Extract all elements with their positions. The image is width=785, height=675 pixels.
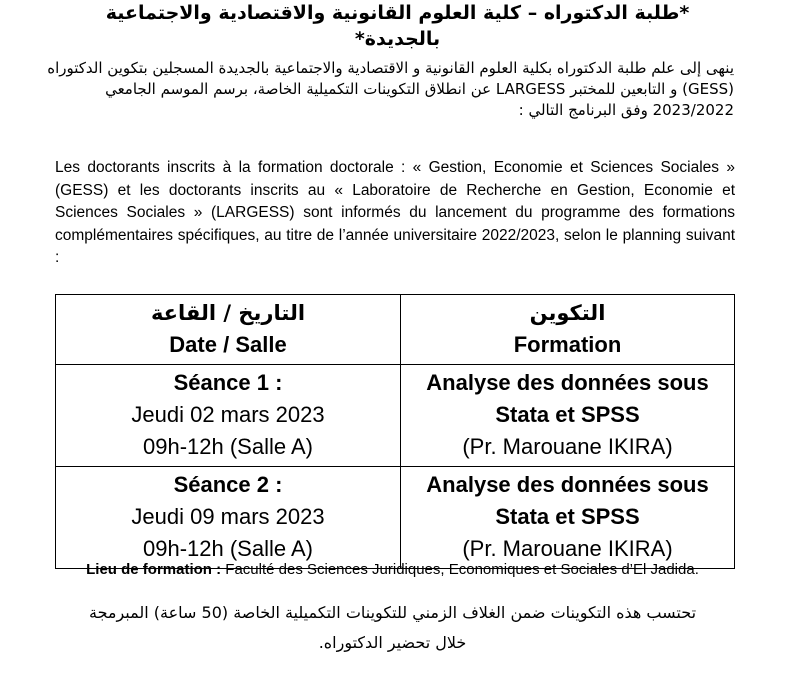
session-1-date: Jeudi 02 mars 2023	[131, 402, 325, 427]
session-1-time: 09h-12h (Salle A)	[143, 434, 313, 459]
training-location-value: Faculté des Sciences Juridiques, Economiques et Sociales d’El Jadida.	[221, 561, 699, 578]
arabic-footer-line2: خلال تحضير الدكتوراه.	[318, 633, 467, 652]
table-row	[56, 467, 735, 569]
session-2-professor: (Pr. Marouane IKIRA)	[462, 536, 673, 561]
header-date-salle-fr: Date / Salle	[169, 332, 287, 357]
header-formation	[401, 295, 735, 365]
session-2-formation-line2: Stata et SPSS	[495, 504, 640, 529]
arabic-footer-line1: تحتسب هذه التكوينات ضمن الغلاف الزمني للتكوينات التكميلية الخاصة (50 ساعة) المبرمجة	[88, 603, 697, 622]
session-1-professor: (Pr. Marouane IKIRA)	[462, 434, 673, 459]
session-1-formation-cell	[401, 365, 735, 467]
header-date-salle	[56, 295, 401, 365]
french-intro-paragraph: Les doctorants inscrits à la formation doctorale : « Gestion, Economie et Sciences Sociales » (GESS) et les doctorants inscrits au « Laboratoire de Recherche en Gestion, Economie et Sciences Sociales » (LARGESS) sont informés du lancement du programme des formations complémentaires spécifiques, au titre de l’année universitaire 2022/2023, selon le planning suivant :	[55, 159, 735, 266]
session-1-formation-line2: Stata et SPSS	[495, 402, 640, 427]
header-date-salle-ar: التاريخ / القاعة	[150, 301, 306, 325]
training-location	[0, 559, 785, 581]
schedule-table	[55, 294, 735, 569]
session-2-label: Séance 2 :	[173, 472, 283, 497]
session-2-date: Jeudi 09 mars 2023	[131, 504, 325, 529]
session-2-formation-cell	[401, 467, 735, 569]
training-location-label: Lieu de formation :	[86, 561, 222, 578]
session-1-formation-line1: Analyse des données sous	[426, 370, 709, 395]
header-formation-ar: التكوين	[529, 301, 606, 325]
arabic-footer	[40, 598, 745, 658]
session-2-date-cell	[56, 467, 401, 569]
arabic-intro-paragraph: ينهى إلى علم طلبة الدكتوراه بكلية العلوم القانونية و الاقتصادية والاجتماعية بالجديدة المسجلين بتكوين الدكتوراه (GESS) و التابعين للمختبر LARGESS عن انطلاق التكوينات التكميلية الخاصة، برسم الموسم الجامعي 2023/2022 وفق البرنامج التالي :	[47, 59, 734, 119]
session-1-label: Séance 1 :	[173, 370, 283, 395]
session-2-formation-line1: Analyse des données sous	[426, 472, 709, 497]
table-row	[56, 365, 735, 467]
session-2-time: 09h-12h (Salle A)	[143, 536, 313, 561]
header-formation-fr: Formation	[513, 332, 622, 357]
table-header-row	[56, 295, 735, 365]
session-1-date-cell	[56, 365, 401, 467]
page-title: *طلبة الدكتوراه – كلية العلوم القانونية والاقتصادية والاجتماعية بالجديدة*	[105, 2, 690, 50]
